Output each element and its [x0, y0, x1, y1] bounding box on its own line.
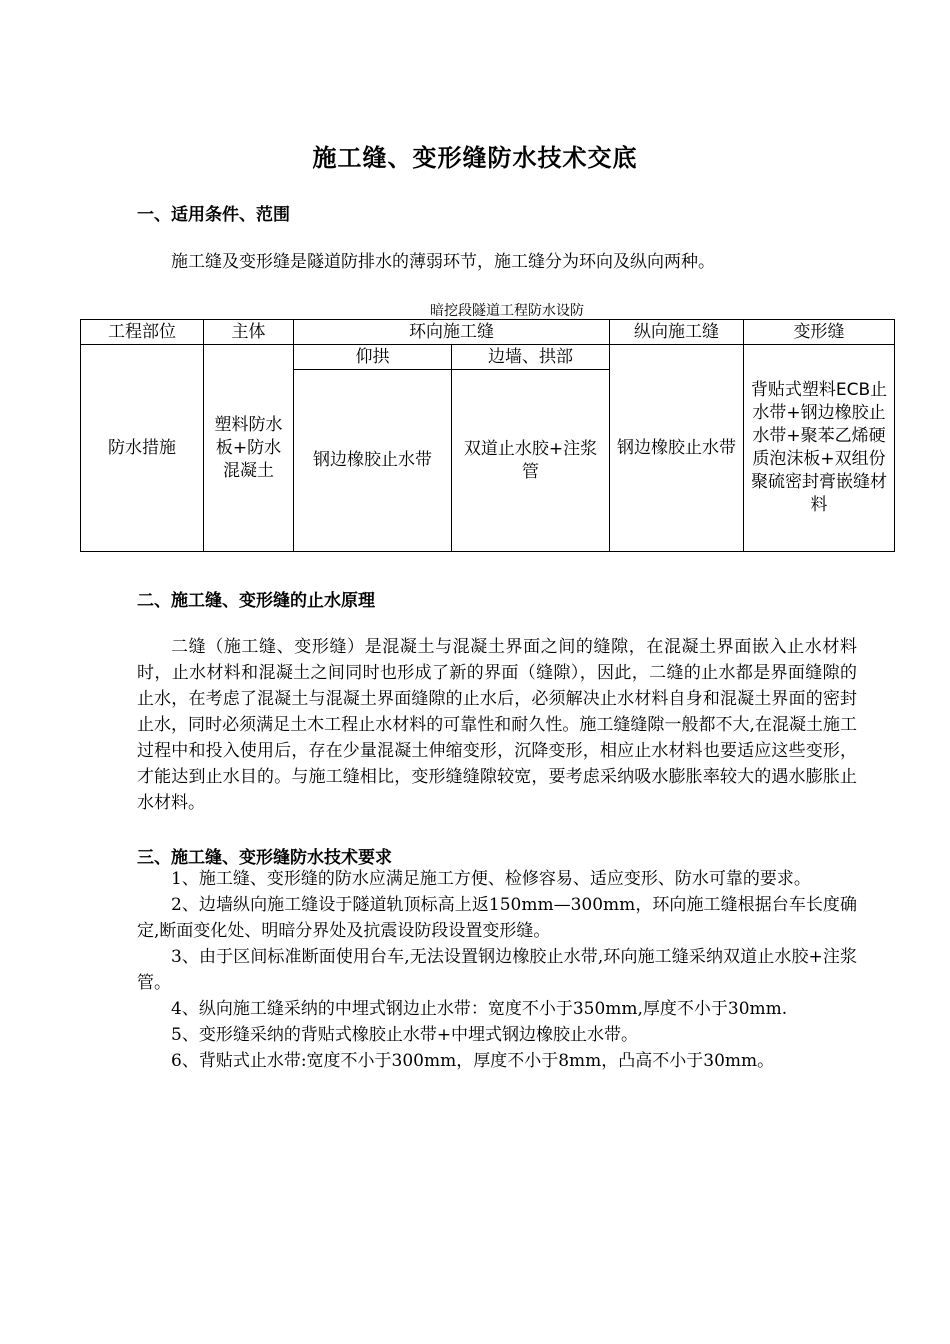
table-header-row [81, 320, 895, 345]
requirement-item: 2、边墙纵向施工缝设于隧道轨顶标高上返150mm—300mm，环向施工缝根据台车长度确定,断面变化处、明暗分界处及抗震设防段设置变形缝。 [137, 895, 857, 941]
section-1-heading: 一、适用条件、范围 [137, 205, 290, 225]
subheader-invert: 仰拱 [294, 345, 452, 370]
requirement-item: 3、由于区间标准断面使用台车,无法设置钢边橡胶止水带,环向施工缝采纳双道止水胶+注浆管。 [137, 947, 857, 993]
section-2-paragraph: 二缝（施工缝、变形缝）是混凝土与混凝土界面之间的缝隙，在混凝土界面嵌入止水材料时，止水材料和混凝土之间同时也形成了新的界面（缝隙），因此，二缝的止水都是界面缝隙的止水，在考虑了混凝土与混凝土界面缝隙的止水后，必须解决止水材料自身和混凝土界面的密封止水，同时必须满足土木工程止水材料的可靠性和耐久性。施工缝缝隙一般都不大,在混凝土施工过程中和投入使用后，存在少量混凝土伸缩变形，沉降变形，相应止水材料也要适应这些变形，才能达到止水目的。与施工缝相比，变形缝缝隙较宽，要考虑采纳吸水膨胀率较大的遇水膨胀止水材料。 [137, 637, 857, 813]
section-2-heading: 二、施工缝、变形缝的止水原理 [137, 591, 375, 611]
cell-sidewall: 双道止水胶+注浆管 [452, 370, 610, 552]
cell-part: 防水措施 [81, 345, 204, 552]
requirement-item: 4、纵向施工缝采纳的中埋式钢边止水带：宽度不小于350mm,厚度不小于30mm. [171, 999, 788, 1019]
header-part: 工程部位 [81, 320, 204, 345]
waterproofing-table [80, 319, 895, 552]
header-deformation: 变形缝 [744, 320, 895, 345]
requirement-item: 1、施工缝、变形缝的防水应满足施工方便、检修容易、适应变形、防水可靠的要求。 [171, 869, 811, 889]
section-2-paragraph-block [137, 634, 857, 816]
header-longitudinal: 纵向施工缝 [610, 320, 744, 345]
cell-longitudinal: 钢边橡胶止水带 [610, 345, 744, 552]
section-3-heading: 三、施工缝、变形缝防水技术要求 [137, 848, 392, 868]
cell-invert: 钢边橡胶止水带 [294, 370, 452, 552]
table-subheader-row [81, 345, 895, 370]
cell-main: 塑料防水板+防水混凝土 [204, 345, 294, 552]
section-1-paragraph: 施工缝及变形缝是隧道防排水的薄弱环节，施工缝分为环向及纵向两种。 [171, 252, 715, 272]
header-main: 主体 [204, 320, 294, 345]
requirement-item: 6、背贴式止水带:宽度不小于300mm，厚度不小于8mm，凸高不小于30mm。 [171, 1051, 775, 1071]
subheader-sidewall: 边墙、拱部 [452, 345, 610, 370]
table-caption: 暗挖段隧道工程防水设防 [430, 304, 584, 319]
document-title: 施工缝、变形缝防水技术交底 [312, 144, 638, 172]
header-circumferential: 环向施工缝 [294, 320, 610, 345]
cell-deformation: 背贴式塑料ECB止水带+钢边橡胶止水带+聚苯乙烯硬质泡沫板+双组份聚硫密封膏嵌缝材料 [744, 345, 895, 552]
section-1-paragraph-block [137, 249, 857, 275]
requirement-item: 5、变形缝采纳的背贴式橡胶止水带+中埋式钢边橡胶止水带。 [171, 1025, 639, 1045]
section-3-list [137, 866, 857, 1074]
